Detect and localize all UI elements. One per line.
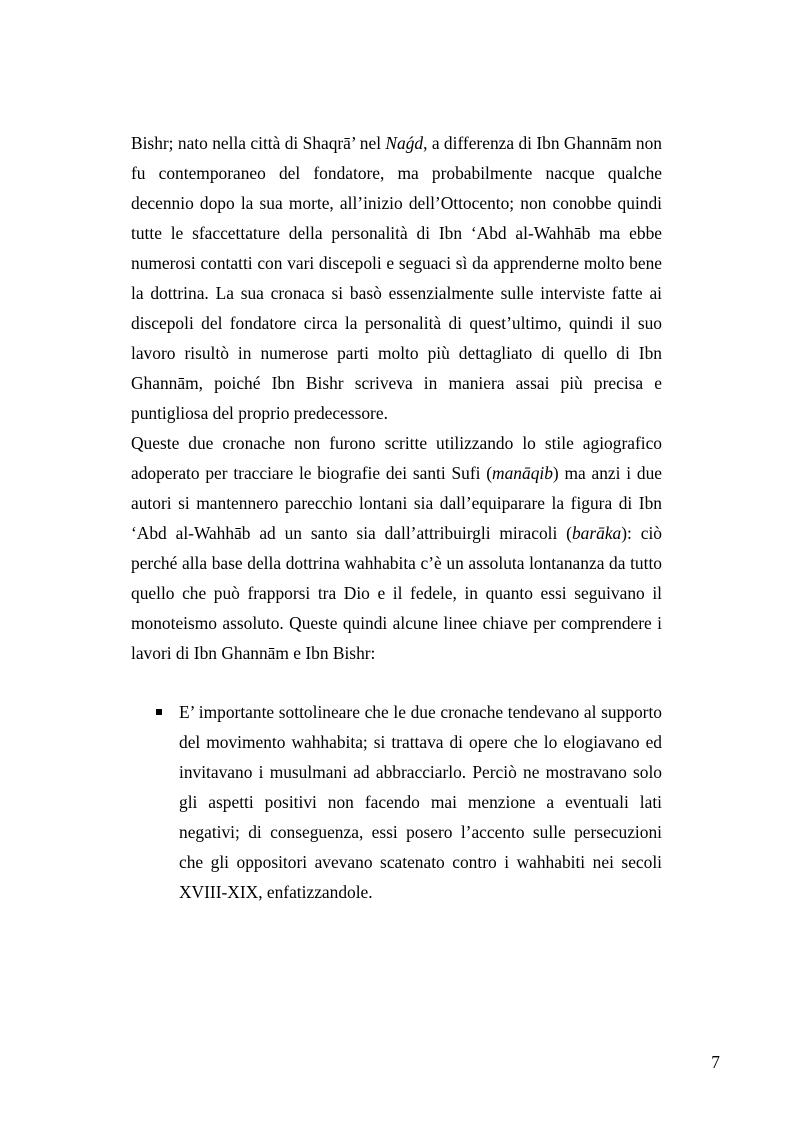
text-run: ) ma anzi i due autori si mantennero parecchio lontani sia dall’equiparare la figura di Ibn ‘Abd al-Wahhāb ad un santo sia dall’attribuirgli miracoli (	[131, 463, 662, 543]
italic-term-baraka: barāka	[571, 523, 622, 543]
body-text	[131, 128, 662, 668]
text-run: Bishr; nato nella città di Shaqrā’ nel	[131, 133, 386, 153]
bullet-list	[131, 697, 662, 907]
text-run: Queste due cronache non furono scritte utilizzando lo stile agiografico adoperato per tracciare le biografie dei santi Sufi (	[131, 433, 662, 483]
bullet-text: E’ importante sottolineare che le due cronache tendevano al supporto del movimento wahhabita; si trattava di opere che lo elogiavano ed invitavano i musulmani ad abbracciarlo. Perciò ne mostravano solo gli aspetti positivi non facendo mai menzione a eventuali lati negativi; di conseguenza, essi posero l’accento sulle persecuzioni che gli oppositori avevano scatenato contro i wahhabiti nei secoli XVIII-XIX, enfatizzandole.	[179, 702, 662, 902]
paragraph-1	[131, 128, 662, 428]
square-bullet-icon	[156, 709, 162, 715]
page-number: 7	[711, 1052, 720, 1072]
italic-term-nagd: Naǵd	[385, 133, 424, 153]
italic-term-manaqib: manāqib	[492, 463, 553, 483]
text-run: ): ciò perché alla base della dottrina wahhabita c’è un assoluta lontananza da tutto quello che può frapporsi tra Dio e il fedele, in quanto essi seguivano il monoteismo assoluto. Queste quindi alcune linee chiave per comprendere i lavori di Ibn Ghannām e Ibn Bishr:	[131, 523, 662, 663]
paragraph-2	[131, 428, 662, 668]
text-run: , a differenza di Ibn Ghannām non fu contemporaneo del fondatore, ma probabilmente nacque qualche decennio dopo la sua morte, all’inizio dell’Ottocento; non conobbe quindi tutte le sfaccettature della personalità di Ibn ‘Abd al-Wahhāb ma ebbe numerosi contatti con vari discepoli e seguaci sì da apprenderne molto bene la dottrina. La sua cronaca si basò essenzialmente sulle interviste fatte ai discepoli del fondatore circa la personalità di quest’ultimo, quindi il suo lavoro risultò in numerose parti molto più dettagliato di quello di Ibn Ghannām, poiché Ibn Bishr scriveva in maniera assai più precisa e puntigliosa del proprio predecessore.	[131, 133, 662, 423]
list-item	[131, 697, 662, 907]
